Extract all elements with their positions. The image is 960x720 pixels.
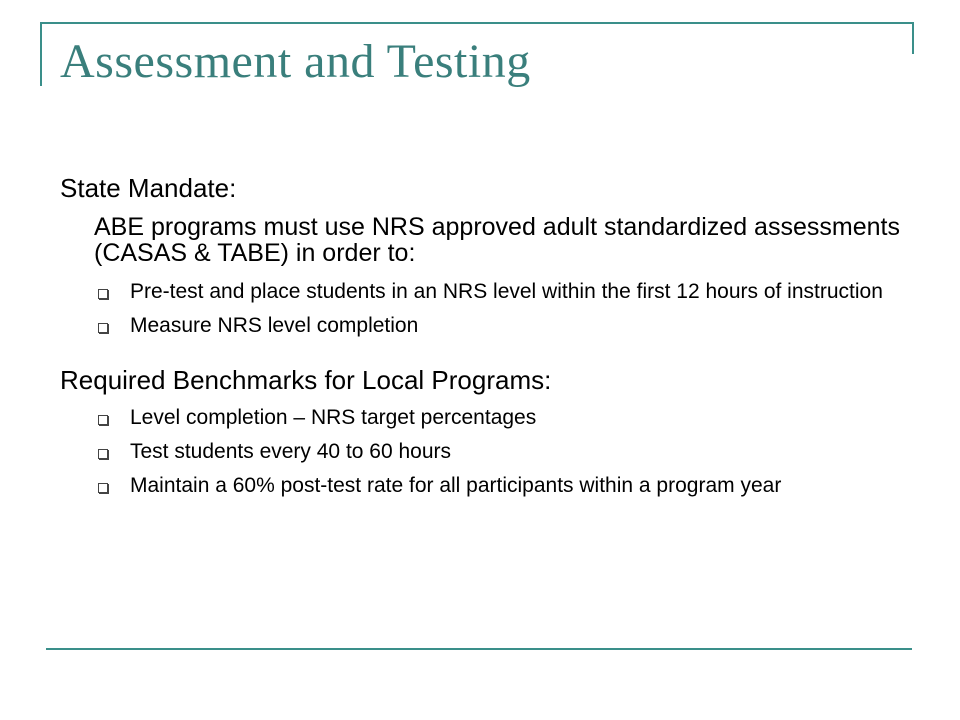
list-item-text: Test students every 40 to 60 hours xyxy=(130,440,452,463)
slide-content xyxy=(60,172,900,508)
slide-title: Assessment and Testing xyxy=(60,35,531,88)
list-item-text: Maintain a 60% post-test rate for all participants within a program year xyxy=(130,474,782,497)
right-rule xyxy=(912,22,914,54)
list-item xyxy=(60,440,900,464)
list-item-text: Level completion – NRS target percentages xyxy=(130,406,537,429)
state-mandate-heading: State Mandate: xyxy=(60,173,237,203)
checkbox-bullet-icon xyxy=(98,449,108,459)
bottom-rule xyxy=(46,648,912,650)
state-mandate-paragraph: ABE programs must use NRS approved adult standardized assessments (CASAS & TABE) in order to: xyxy=(94,213,900,267)
list-item xyxy=(60,314,900,338)
benchmarks-heading: Required Benchmarks for Local Programs: xyxy=(60,365,552,395)
checkbox-bullet-icon xyxy=(98,415,108,425)
checkbox-bullet-icon xyxy=(98,483,108,493)
benchmarks-section xyxy=(60,364,900,498)
benchmarks-list xyxy=(60,406,900,498)
state-mandate-list xyxy=(60,280,900,338)
checkbox-bullet-icon xyxy=(98,289,108,299)
list-item-text: Measure NRS level completion xyxy=(130,314,419,337)
list-item-text: Pre-test and place students in an NRS level within the first 12 hours of instruction xyxy=(130,280,883,303)
list-item xyxy=(60,474,900,498)
list-item xyxy=(60,406,900,430)
list-item xyxy=(60,280,900,304)
left-rule xyxy=(40,22,42,86)
top-rule xyxy=(40,22,914,24)
checkbox-bullet-icon xyxy=(98,323,108,333)
